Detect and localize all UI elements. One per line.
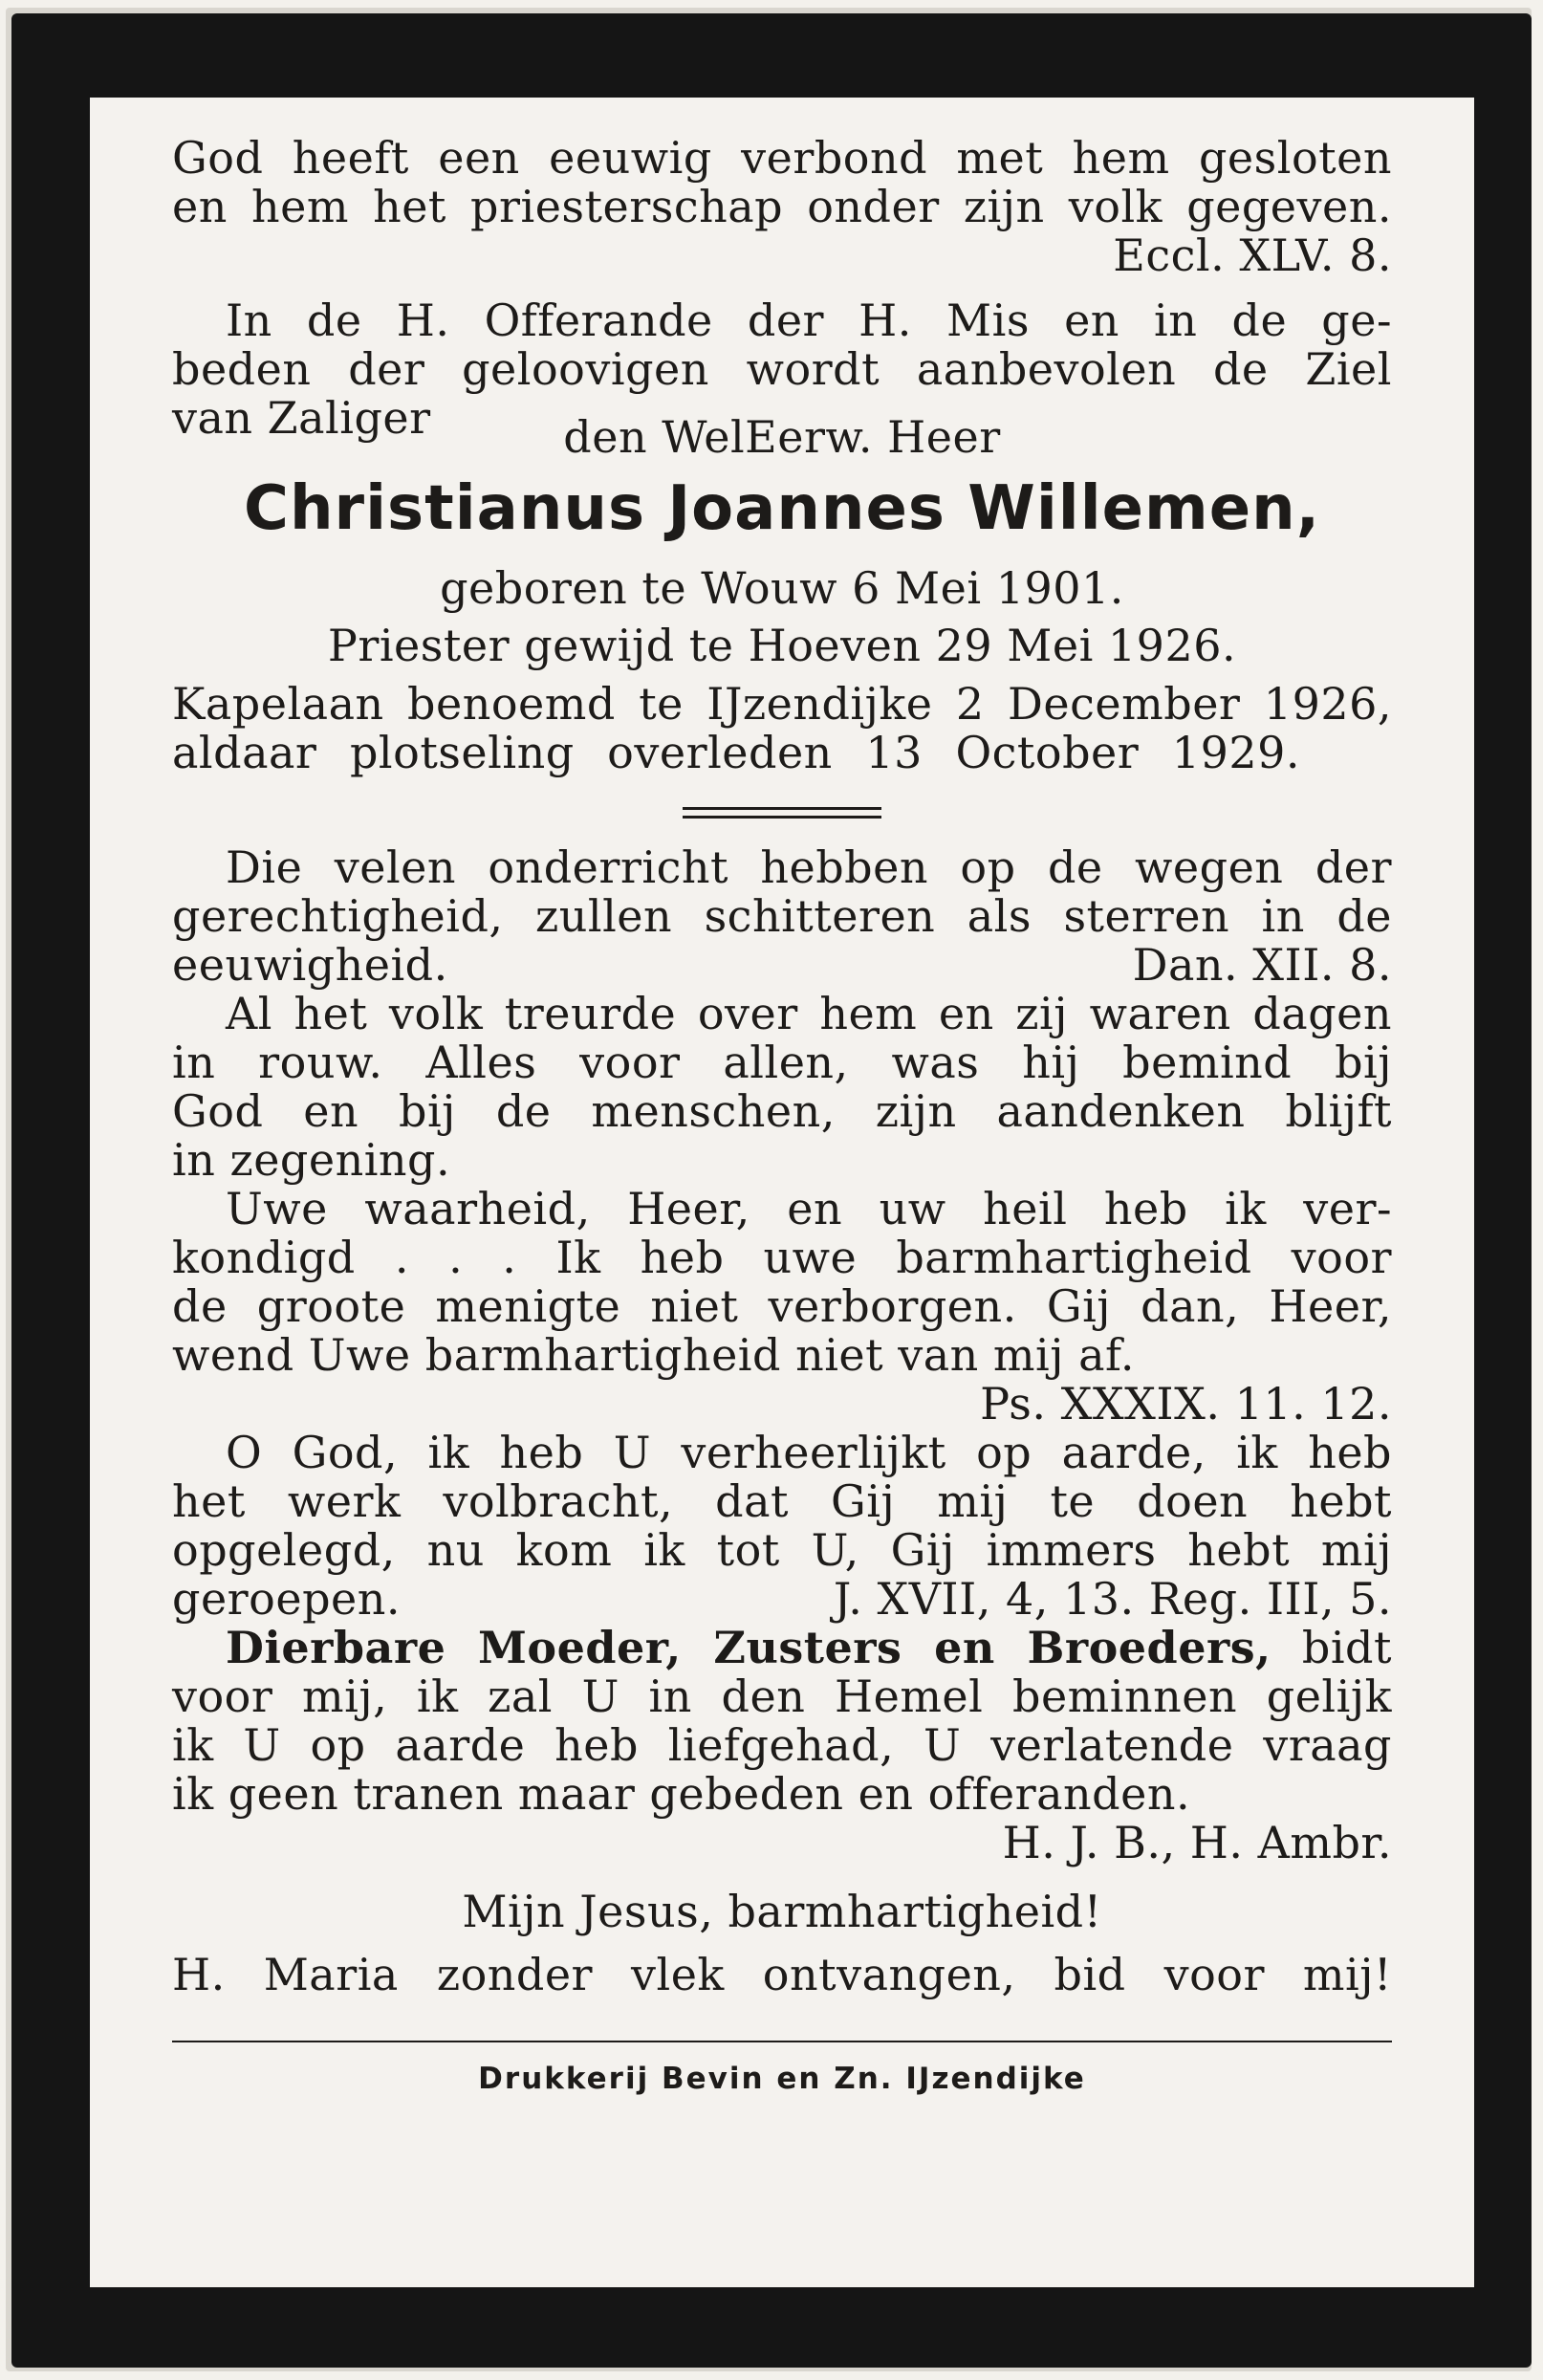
- prayer-line-2: H. Maria zonder vlek ontvangen, bid voor mij!: [172, 1949, 1392, 2000]
- deceased-title: den WelEerw. Heer: [563, 411, 1001, 463]
- passage-5-first: [172, 1624, 1392, 1672]
- passage-5-bold-address: Dierbare Moeder, Zusters en Broeders,: [226, 1622, 1271, 1673]
- passage-4-line: het werk volbracht, dat Gij mij te doen hebt: [172, 1475, 1392, 1527]
- recommendation-line: In de H. Offerande der H. Mis en in de ge-: [226, 295, 1392, 346]
- mourning-card-border: [11, 13, 1532, 2368]
- passage-1-line: Die velen onderricht hebben op de wegen der: [226, 841, 1392, 893]
- passage-3-reference: Ps. XXXIX. 11. 12.: [980, 1378, 1392, 1430]
- card-panel: [90, 98, 1474, 2287]
- recommendation-line: beden der geloovigen wordt aanbevolen de Ziel: [172, 343, 1392, 395]
- passage-5-first-rest: bidt: [1271, 1622, 1392, 1673]
- passage-4-line: opgelegd, nu kom ik tot U, Gij immers hebt mij: [172, 1524, 1392, 1576]
- passage-3: [172, 1185, 1392, 1380]
- passage-1: [172, 843, 1392, 941]
- passage-1-last: eeuwigheid.: [172, 939, 448, 991]
- passage-3-line: de groote menigte niet verborgen. Gij dan, Heer,: [172, 1280, 1392, 1332]
- prayer-line-1: Mijn Jesus, barmhartigheid!: [462, 1886, 1102, 1937]
- passage-4-reference: J. XVII, 4, 13. Reg. III, 5.: [833, 1573, 1392, 1625]
- verse-1-line: God heeft een eeuwig verbond met hem gesloten: [172, 132, 1392, 184]
- passage-2-line: in zegening.: [172, 1134, 451, 1186]
- passage-2-line: in rouw. Alles voor allen, was hij bemind bij: [172, 1037, 1392, 1088]
- printer-imprint: Drukkerij Bevin en Zn. IJzendijke: [478, 2062, 1086, 2096]
- deceased-name: Christianus Joannes Willemen,: [244, 473, 1320, 544]
- passage-5: [172, 1672, 1392, 1819]
- chaplain-line: Kapelaan benoemd te IJzendijke 2 December 1926,: [172, 678, 1392, 730]
- passage-5-line: ik U op aarde heb liefgehad, U verlatende vraag: [172, 1719, 1392, 1771]
- footer-divider: [172, 2041, 1392, 2042]
- verse-1-line: en hem het priesterschap onder zijn volk gegeven.: [172, 181, 1392, 232]
- passage-3-line: wend Uwe barmhartigheid niet van mij af.: [172, 1329, 1136, 1381]
- death-line: aldaar plotseling overleden 13 October 1929.: [172, 727, 1300, 778]
- passage-5-first-line: [172, 1624, 1392, 1672]
- birth-line: geboren te Wouw 6 Mei 1901.: [440, 562, 1124, 614]
- passage-4-line: O God, ik heb U verheerlijkt op aarde, ik heb: [226, 1427, 1392, 1478]
- passage-4-last: geroepen.: [172, 1573, 401, 1625]
- recommendation-line: van Zaliger: [172, 392, 431, 444]
- passage-4: [172, 1429, 1392, 1575]
- passage-2: [172, 990, 1392, 1185]
- verse-1-reference: Eccl. XLV. 8.: [1113, 229, 1392, 281]
- passage-5-line: ik geen tranen maar gebeden en offeranden.: [172, 1768, 1191, 1820]
- double-divider: [683, 807, 881, 819]
- ordination-line: Priester gewijd te Hoeven 29 Mei 1926.: [327, 620, 1237, 671]
- passage-3-line: kondigd . . . Ik heb uwe barmhartigheid voor: [172, 1232, 1392, 1283]
- passage-4-last-line: [172, 1575, 1392, 1624]
- passage-5-reference: H. J. B., H. Ambr.: [1002, 1817, 1392, 1868]
- passage-2-line: Al het volk treurde over hem en zij waren dagen: [226, 988, 1392, 1039]
- passage-1-reference: Dan. XII. 8.: [1132, 939, 1392, 991]
- passage-2-line: God en bij de menschen, zijn aandenken blijft: [172, 1085, 1392, 1137]
- passage-5-line: voor mij, ik zal U in den Hemel beminnen gelijk: [172, 1670, 1392, 1722]
- verse-1: [172, 134, 1392, 231]
- passage-3-line: Uwe waarheid, Heer, en uw heil heb ik ver-: [226, 1183, 1392, 1234]
- passage-1-last-line: [172, 941, 1392, 990]
- passage-1-line: gerechtigheid, zullen schitteren als sterren in de: [172, 890, 1392, 942]
